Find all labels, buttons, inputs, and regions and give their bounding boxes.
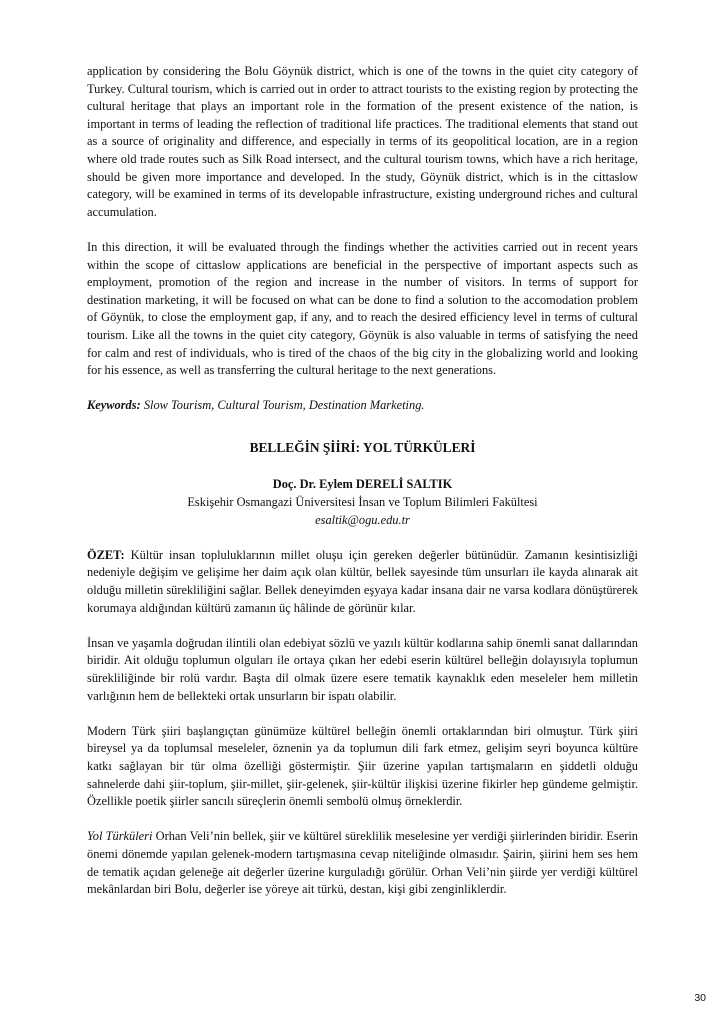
page-body [87,63,638,899]
ozet-paragraph-3: Modern Türk şiiri başlangıçtan günümüze kültürel belleğin önemli ortaklarından biri olmuştur. Türk şiiri bireysel ya da toplumsal meseleler, öznenin ya da toplumun dili fark etmez, gelişim seyri boyunca kültüre katkı sağlayan bir tür olma özelliği göstermiştir. Şiir üzerine yapılan tartışmaların en şiddetli olduğu sahnelerde dahi şiir-toplum, şiir-millet, şiir-gelenek, şiir-kültür ilişkisi üzerine fikirler hep gündeme gelmiştir. Özellikle poetik şiirler sancılı süreçlerin önemli sembolü olmuş örneklerdir. [87,723,638,809]
ozet-paragraph-2: İnsan ve yaşamla doğrudan ilintili olan edebiyat sözlü ve yazılı kültür kodlarına sahip önemli sanat dallarından biridir. Ait olduğu toplumun olguları ile ortaya çıkan her edebi eserin kültürel belleğin dolayısıyla toplumun sürekliliğinde bir rolü vardır. Başta dil olmak üzere esere tematik kaynaklık eden meseleler hem milletin varlığının hem de bellekteki ortak unsurların bir ispatı olabilir. [87,635,638,703]
keywords-line [87,397,638,415]
author-name: Doç. Dr. Eylem DERELİ SALTIK [272,477,453,492]
keywords-text: Slow Tourism, Cultural Tourism, Destination Marketing. [143,398,425,413]
abstract-en-paragraph-1: application by considering the Bolu Göynük district, which is one of the towns in the quiet city category of Turkey. Cultural tourism, which is carried out in order to attract tourists to the existing region by protecting the cultural heritage that plays an important role in the formation of the present existence of the nation, is important in terms of leading the reflection of traditional life practices. The traditional elements that stand out as a source of originality and difference, and especially in terms of its geopolitical location, are in a region where old trade routes such as Silk Road intersect, and the cultural tourism towns, which have a rich heritage, should be given more importance and developed. In the study, Göynük district, which is in the cittaslow category, will be examined in terms of its developable infrastructure, existing underground riches and cultural accumulation. [87,64,638,219]
article-title: BELLEĞİN ŞİİRİ: YOL TÜRKÜLERİ [249,439,476,455]
ozet-paragraph-4 [87,828,638,898]
ozet-paragraph-4-text: Orhan Veli’nin bellek, şiir ve kültürel süreklilik meselesine yer verdiği şiirlerinden biridir. Eserin önemi dönemde yapılan gelenek-modern tartışmasına cevap niteliğinde olmasıdır. Şairin, şiirini hem ses hem de tematik açıdan geleneğe ait değerler üzerine kurguladığı görülür. Orhan Veli’nin şiirde yer verdiği kültürel mekânlardan biri Bolu, değerler ise yöreye ait türkü, destan, kişi gibi zenginliklerdir. [87,829,638,897]
poem-title: Yol Türküleri [87,829,153,844]
page-number: 30 [694,992,706,1004]
ozet-label: ÖZET: [87,547,125,562]
author-affiliation: Eskişehir Osmangazi Üniversitesi İnsan ve Toplum Bilimleri Fakültesi [187,495,538,510]
ozet-paragraph-1-text: Kültür insan topluluklarının millet oluşu için gereken değerler bütünüdür. Zamanın kesintisizliği nedeniyle değişim ve gelişime her daim açık olan kültür, bellek sayesinde tüm unsurları ile kayda alınarak ait olduğu milletin sürekliliğini sağlar. Bellek deneyimden eşyaya kadar insana dair ne varsa kodlara dönüştürerek korumaya aldığından kültürü zamanın üç hâlinde de görünür kılar. [87,547,638,615]
ozet-paragraph-1 [87,547,638,617]
abstract-en-paragraph-2: In this direction, it will be evaluated through the findings whether the activities carried out in recent years within the scope of cittaslow applications are beneficial in the perspective of important aspects such as employment, promotion of the region and increase in the number of visitors. In terms of support for destination marketing, it will be focused on what can be done to find a solution to the accomodation problem of Göynük, to close the employment gap, if any, and to reach the desired efficiency level in terms of cultural tourism. Like all the towns in the quiet city category, Göynük is also valuable in terms of satisfying the need for calm and rest of individuals, who is tired of the chaos of the big city in the globalizing world and looking for his essence, as well as transferring the cultural heritage to the next generations. [87,239,638,378]
author-email: esaltik@ogu.edu.tr [315,512,410,527]
keywords-label: Keywords: [87,398,141,413]
